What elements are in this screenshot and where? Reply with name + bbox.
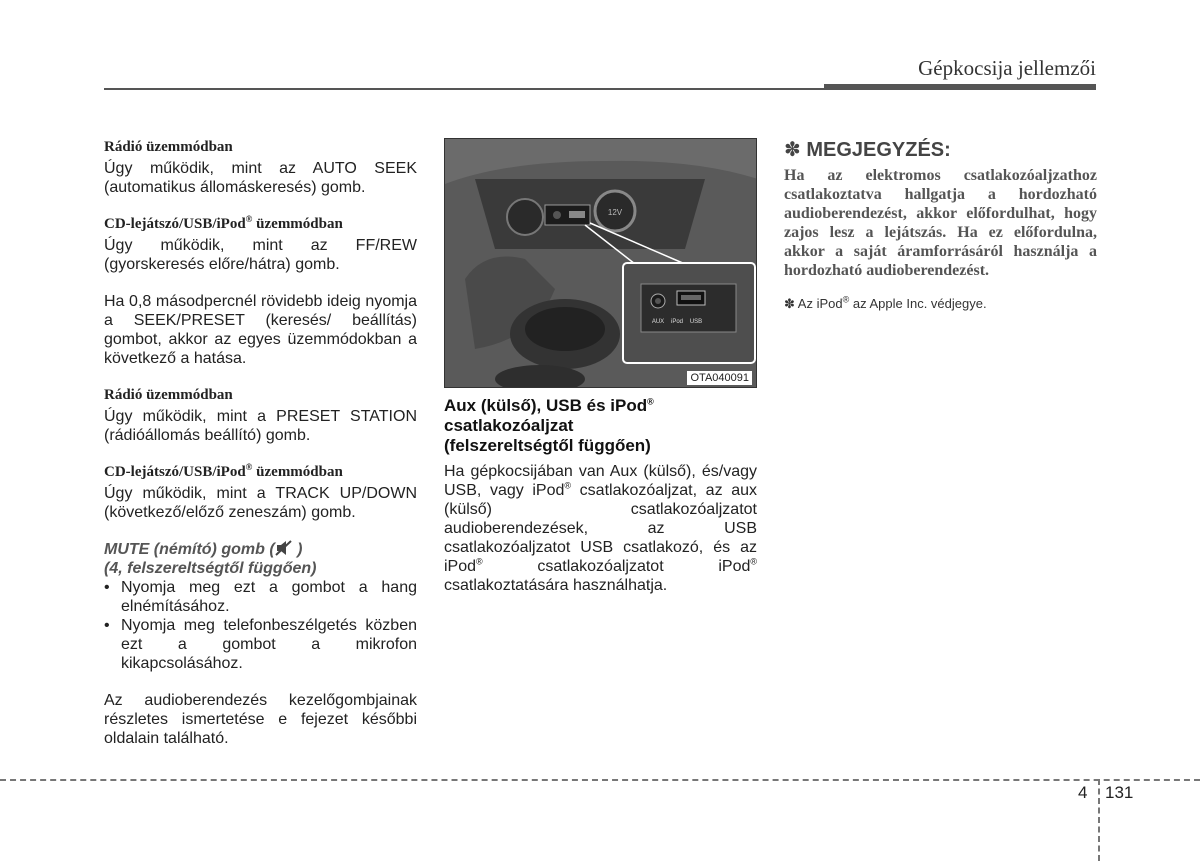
console-photo bbox=[444, 138, 757, 388]
radio-mode-text-2: Úgy működik, mint a PRESET STATION (rádióállomás beállító) gomb. bbox=[104, 408, 417, 444]
registered-mark: ® bbox=[750, 556, 757, 567]
aux-label: AUX bbox=[651, 319, 665, 325]
registered-mark: ® bbox=[647, 396, 654, 407]
cd-mode-text: Úgy működik, mint az FF/REW (gyorskeresés előre/hátra) gomb. bbox=[104, 237, 417, 273]
trademark-footnote: ✽ Az iPod® az Apple Inc. védjegye. bbox=[784, 294, 987, 311]
console-illustration bbox=[445, 139, 757, 388]
seek-preset-text: Ha 0,8 másodpercnél rövidebb ideig nyomja a SEEK/PRESET (keresés/ beállítás) gombot, akkor az egyes üzemmódokban a következő a hatása. bbox=[104, 293, 417, 367]
aux-usb-ipod-text: Ha gépkocsijában van Aux (külső), és/vagy USB, vagy iPod® csatlakozóaljzat, az aux (külső) csatlakozóaljzatot audioberendezések, az USB csatlakozóaljzatot USB csatlakozó, és az iPod® csatlakozóaljzatot iPod® csatlakoztatására használhatja. bbox=[444, 463, 757, 594]
left-column bbox=[104, 138, 417, 766]
usb-label: USB bbox=[689, 319, 703, 325]
list-item: • Nyomja meg ezt a gombot a hang elnémításához. bbox=[104, 579, 417, 615]
radio-mode-heading: Rádió üzemmódban bbox=[104, 139, 233, 155]
cd-mode-text-2: Úgy működik, mint a TRACK UP/DOWN (következő/előző zeneszám) gomb. bbox=[104, 485, 417, 521]
radio-mode-text: Úgy működik, mint az AUTO SEEK (automatikus állomáskeresés) gomb. bbox=[104, 160, 417, 196]
page-number: 131 bbox=[1105, 783, 1134, 802]
registered-mark: ® bbox=[564, 480, 572, 491]
note-title: ✽ MEGJEGYZÉS: bbox=[784, 139, 951, 161]
radio-mode-heading-2: Rádió üzemmódban bbox=[104, 387, 233, 403]
mute-subheading: (4, felszereltségtől függően) bbox=[104, 560, 317, 577]
cd-mode-heading: CD-lejátszó/USB/iPod® üzemmódban bbox=[104, 214, 343, 232]
registered-mark: ® bbox=[842, 294, 850, 305]
cd-mode-heading-2: CD-lejátszó/USB/iPod® üzemmódban bbox=[104, 462, 343, 480]
list-item: • Nyomja meg telefonbeszélgetés közben ezt a gombot a mikrofon kikapcsolásához. bbox=[104, 617, 417, 672]
mute-heading: MUTE (némító) gomb ( ) bbox=[104, 541, 303, 558]
aux-usb-ipod-heading: Aux (külső), USB és iPod® csatlakozóaljzat (felszereltségtől függően) bbox=[444, 396, 654, 455]
note-text: Ha az elektromos csatlakozóaljzathoz csatlakoztatva hallgatja a hordozható audioberendezést, akkor előfordulhat, hogy zajos lesz a lejátszás. Ha ez előfordulna, akkor a saját áramforrásáról használja a hordozható audioberendezést. bbox=[784, 167, 1097, 279]
registered-mark: ® bbox=[245, 214, 253, 224]
header-rule bbox=[104, 88, 1096, 90]
right-column bbox=[784, 138, 1097, 312]
footer-divider bbox=[1098, 779, 1100, 861]
running-header: Gépkocsija jellemzői bbox=[918, 56, 1096, 80]
socket-label: 12V bbox=[607, 208, 623, 217]
middle-column bbox=[444, 138, 757, 613]
registered-mark: ® bbox=[476, 556, 483, 567]
footer-rule bbox=[0, 779, 1200, 781]
figure-code: OTA040091 bbox=[687, 371, 752, 385]
mute-icon bbox=[275, 540, 293, 556]
note-symbol-icon: ✽ bbox=[784, 139, 801, 161]
registered-mark: ® bbox=[245, 462, 253, 472]
ipod-label: iPod bbox=[670, 319, 684, 325]
chapter-number: 4 bbox=[1078, 783, 1088, 802]
mute-bullet-list bbox=[104, 578, 417, 673]
closing-text: Az audioberendezés kezelőgombjainak részletes ismertetése e fejezet későbbi oldalain található. bbox=[104, 692, 417, 747]
